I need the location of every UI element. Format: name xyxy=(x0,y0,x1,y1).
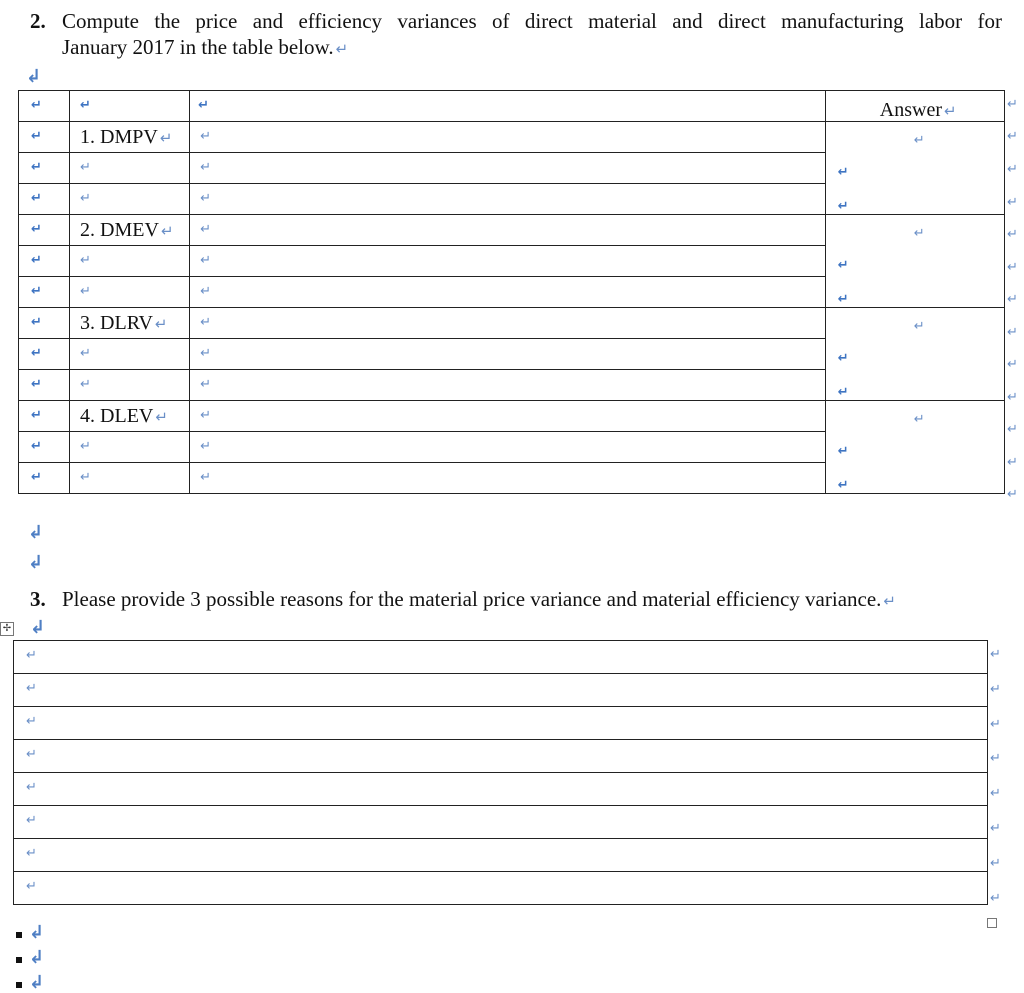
cell-mark: ↵ xyxy=(31,191,42,206)
table-move-handle-icon[interactable]: ✢ xyxy=(0,622,14,636)
reason-cell[interactable] xyxy=(14,872,988,905)
cell-mark: ↵ xyxy=(837,165,849,180)
table-cell[interactable] xyxy=(190,370,826,401)
cell-mark: ↵ xyxy=(200,129,212,144)
row-end-mark: ↵ xyxy=(990,751,1001,766)
cell-mark: ↵ xyxy=(80,470,91,485)
variance-label: 2. DMEV ↵ xyxy=(80,218,174,241)
question-2-number: 2. xyxy=(30,9,46,33)
row-end-mark: ↵ xyxy=(990,647,1001,662)
reason-cell[interactable] xyxy=(14,839,988,872)
table-row xyxy=(19,308,1005,339)
paragraph-mark: ↵ xyxy=(335,40,349,58)
table-cell[interactable] xyxy=(70,463,190,494)
row-end-mark: ↵ xyxy=(990,891,1001,906)
table-row xyxy=(19,215,1005,246)
cell-mark: ↵ xyxy=(31,346,42,361)
bullet-marker xyxy=(16,982,22,988)
cell-mark: ↵ xyxy=(31,160,42,175)
cell-mark: ↵ xyxy=(31,408,42,423)
return-arrow-icon: ↲ xyxy=(29,947,45,968)
return-arrow-icon: ↲ xyxy=(26,66,42,87)
table-row xyxy=(19,401,1005,432)
cell-mark: ↵ xyxy=(26,846,37,861)
table-cell[interactable] xyxy=(70,246,190,277)
variance-label: 1. DMPV ↵ xyxy=(80,125,173,148)
variance-label: 4. DLEV ↵ xyxy=(80,404,168,427)
return-arrow-icon: ↲ xyxy=(29,922,45,943)
table-cell[interactable] xyxy=(19,339,70,370)
row-end-mark: ↵ xyxy=(990,717,1001,732)
answer-header: Answer ↵ xyxy=(879,99,957,121)
row-end-mark: ↵ xyxy=(990,856,1001,871)
cell-mark: ↵ xyxy=(200,160,212,175)
return-arrow-icon: ↲ xyxy=(29,972,45,993)
cell-mark: ↵ xyxy=(80,160,91,175)
table-row xyxy=(14,674,988,707)
table-cell[interactable] xyxy=(19,153,70,184)
cell-mark: ↵ xyxy=(913,133,925,148)
cell-mark: ↵ xyxy=(837,199,849,214)
cell-mark: ↵ xyxy=(80,377,91,392)
reason-cell[interactable] xyxy=(14,740,988,773)
question-3-number: 3. xyxy=(30,587,46,611)
table-cell[interactable] xyxy=(70,432,190,463)
table-cell[interactable] xyxy=(190,215,826,246)
cell-mark: ↵ xyxy=(837,385,849,400)
row-end-mark: ↵ xyxy=(1007,292,1018,307)
cell-mark: ↵ xyxy=(31,129,42,144)
table-cell[interactable] xyxy=(19,246,70,277)
cell-mark: ↵ xyxy=(200,191,212,206)
answer-cell[interactable] xyxy=(825,215,1004,308)
return-arrow-icon: ↲ xyxy=(28,552,44,573)
variance-label: 3. DLRV ↵ xyxy=(80,311,168,334)
cell-mark: ↵ xyxy=(837,292,849,307)
table-cell[interactable] xyxy=(70,370,190,401)
bullet-marker xyxy=(16,932,22,938)
cell-mark: ↵ xyxy=(80,284,91,299)
cell-mark: ↵ xyxy=(26,648,37,663)
variance-label-cell[interactable] xyxy=(70,308,190,339)
cell-mark: ↵ xyxy=(913,226,925,241)
table-cell[interactable] xyxy=(19,308,70,339)
cell-mark: ↵ xyxy=(200,284,212,299)
cell-mark: ↵ xyxy=(31,284,42,299)
table-cell[interactable] xyxy=(190,277,826,308)
table-row xyxy=(14,806,988,839)
row-end-mark: ↵ xyxy=(990,786,1001,801)
table-row xyxy=(14,773,988,806)
reasons-table xyxy=(13,640,988,905)
table-cell[interactable] xyxy=(70,277,190,308)
table-row xyxy=(14,872,988,905)
variance-label-cell[interactable] xyxy=(70,401,190,432)
table-cell[interactable] xyxy=(19,401,70,432)
table-cell[interactable] xyxy=(19,370,70,401)
cell-mark: ↵ xyxy=(31,98,42,113)
table-row xyxy=(14,839,988,872)
reason-cell[interactable] xyxy=(14,773,988,806)
table-row xyxy=(14,707,988,740)
row-end-mark: ↵ xyxy=(1007,357,1018,372)
table-cell[interactable] xyxy=(19,184,70,215)
variance-label-cell[interactable] xyxy=(70,122,190,153)
table-cell[interactable] xyxy=(190,184,826,215)
cell-mark: ↵ xyxy=(26,714,37,729)
return-arrow-icon: ↲ xyxy=(28,522,44,543)
reason-cell[interactable] xyxy=(14,641,988,674)
row-end-mark: ↵ xyxy=(1007,129,1018,144)
cell-mark: ↵ xyxy=(26,780,37,795)
table-cell[interactable] xyxy=(19,432,70,463)
cell-mark: ↵ xyxy=(837,351,849,366)
question-3-text: Please provide 3 possible reasons for the material price variance and material efficiency variance. ↵ xyxy=(62,587,896,611)
cell-mark: ↵ xyxy=(837,444,849,459)
cell-mark: ↵ xyxy=(31,315,42,330)
cell-mark: ↵ xyxy=(837,258,849,273)
cell-mark: ↵ xyxy=(200,346,212,361)
row-end-mark: ↵ xyxy=(1007,325,1018,340)
return-arrow-icon: ↲ xyxy=(30,617,46,638)
cell-mark: ↵ xyxy=(913,412,925,427)
row-end-mark: ↵ xyxy=(1007,260,1018,275)
cell-mark: ↵ xyxy=(837,478,849,493)
cell-mark: ↵ xyxy=(26,879,37,894)
cell-mark: ↵ xyxy=(31,377,42,392)
table-cell[interactable] xyxy=(70,153,190,184)
answer-header-cell[interactable] xyxy=(825,91,1004,122)
row-end-mark: ↵ xyxy=(1007,227,1018,242)
cell-mark: ↵ xyxy=(80,439,91,454)
table-cell[interactable] xyxy=(19,215,70,246)
cell-mark: ↵ xyxy=(31,470,42,485)
row-end-mark: ↵ xyxy=(1007,390,1018,405)
cell-mark: ↵ xyxy=(200,439,212,454)
table-cell[interactable] xyxy=(190,122,826,153)
table-cell[interactable] xyxy=(70,184,190,215)
table-row xyxy=(19,122,1005,153)
table-cell[interactable] xyxy=(190,463,826,494)
cell-mark: ↵ xyxy=(200,253,212,268)
cell-mark: ↵ xyxy=(200,470,212,485)
cell-mark: ↵ xyxy=(26,813,37,828)
table-cell[interactable] xyxy=(190,153,826,184)
answer-cell[interactable] xyxy=(825,308,1004,401)
table-row xyxy=(14,740,988,773)
table-cell[interactable] xyxy=(19,122,70,153)
paragraph-mark: ↵ xyxy=(883,592,896,610)
cell-mark: ↵ xyxy=(26,747,37,762)
cell-mark: ↵ xyxy=(80,191,91,206)
cell-mark: ↵ xyxy=(80,98,91,113)
table-cell[interactable] xyxy=(70,91,190,122)
cell-mark: ↵ xyxy=(200,408,212,423)
cell-mark: ↵ xyxy=(31,222,42,237)
bullet-marker xyxy=(16,957,22,963)
cell-mark: ↵ xyxy=(31,439,42,454)
cell-mark: ↵ xyxy=(198,98,210,113)
reason-cell[interactable] xyxy=(14,806,988,839)
row-end-mark: ↵ xyxy=(1007,97,1018,112)
table-cell[interactable] xyxy=(19,463,70,494)
answer-cell[interactable] xyxy=(825,122,1004,215)
table-header-row xyxy=(19,91,1005,122)
row-end-mark: ↵ xyxy=(1007,455,1018,470)
table-resize-handle[interactable] xyxy=(987,918,997,928)
table-cell[interactable] xyxy=(19,277,70,308)
answer-cell[interactable] xyxy=(825,401,1004,494)
row-end-mark: ↵ xyxy=(1007,162,1018,177)
row-end-mark: ↵ xyxy=(1007,195,1018,210)
cell-mark: ↵ xyxy=(31,253,42,268)
row-end-mark: ↵ xyxy=(1007,422,1018,437)
cell-mark: ↵ xyxy=(80,346,91,361)
table-cell[interactable] xyxy=(70,339,190,370)
table-cell[interactable] xyxy=(190,339,826,370)
cell-mark: ↵ xyxy=(26,681,37,696)
question-2-line-1: Compute the price and efficiency variances of direct material and direct manufacturing labor for xyxy=(62,9,1002,33)
table-cell[interactable] xyxy=(190,91,826,122)
variance-table xyxy=(18,90,1005,494)
reason-cell[interactable] xyxy=(14,707,988,740)
table-cell[interactable] xyxy=(190,246,826,277)
variance-label-cell[interactable] xyxy=(70,215,190,246)
cell-mark: ↵ xyxy=(200,377,212,392)
table-cell[interactable] xyxy=(190,308,826,339)
cell-mark: ↵ xyxy=(913,319,925,334)
reason-cell[interactable] xyxy=(14,674,988,707)
table-cell[interactable] xyxy=(190,401,826,432)
row-end-mark: ↵ xyxy=(1007,487,1018,502)
row-end-mark: ↵ xyxy=(990,682,1001,697)
cell-mark: ↵ xyxy=(200,315,212,330)
question-3 xyxy=(30,586,1020,612)
table-row xyxy=(14,641,988,674)
table-cell[interactable] xyxy=(190,432,826,463)
table-cell[interactable] xyxy=(19,91,70,122)
question-2-line-2: January 2017 in the table below. ↵ xyxy=(62,35,349,59)
row-end-mark: ↵ xyxy=(990,821,1001,836)
cell-mark: ↵ xyxy=(200,222,212,237)
cell-mark: ↵ xyxy=(80,253,91,268)
question-2 xyxy=(30,8,1000,60)
